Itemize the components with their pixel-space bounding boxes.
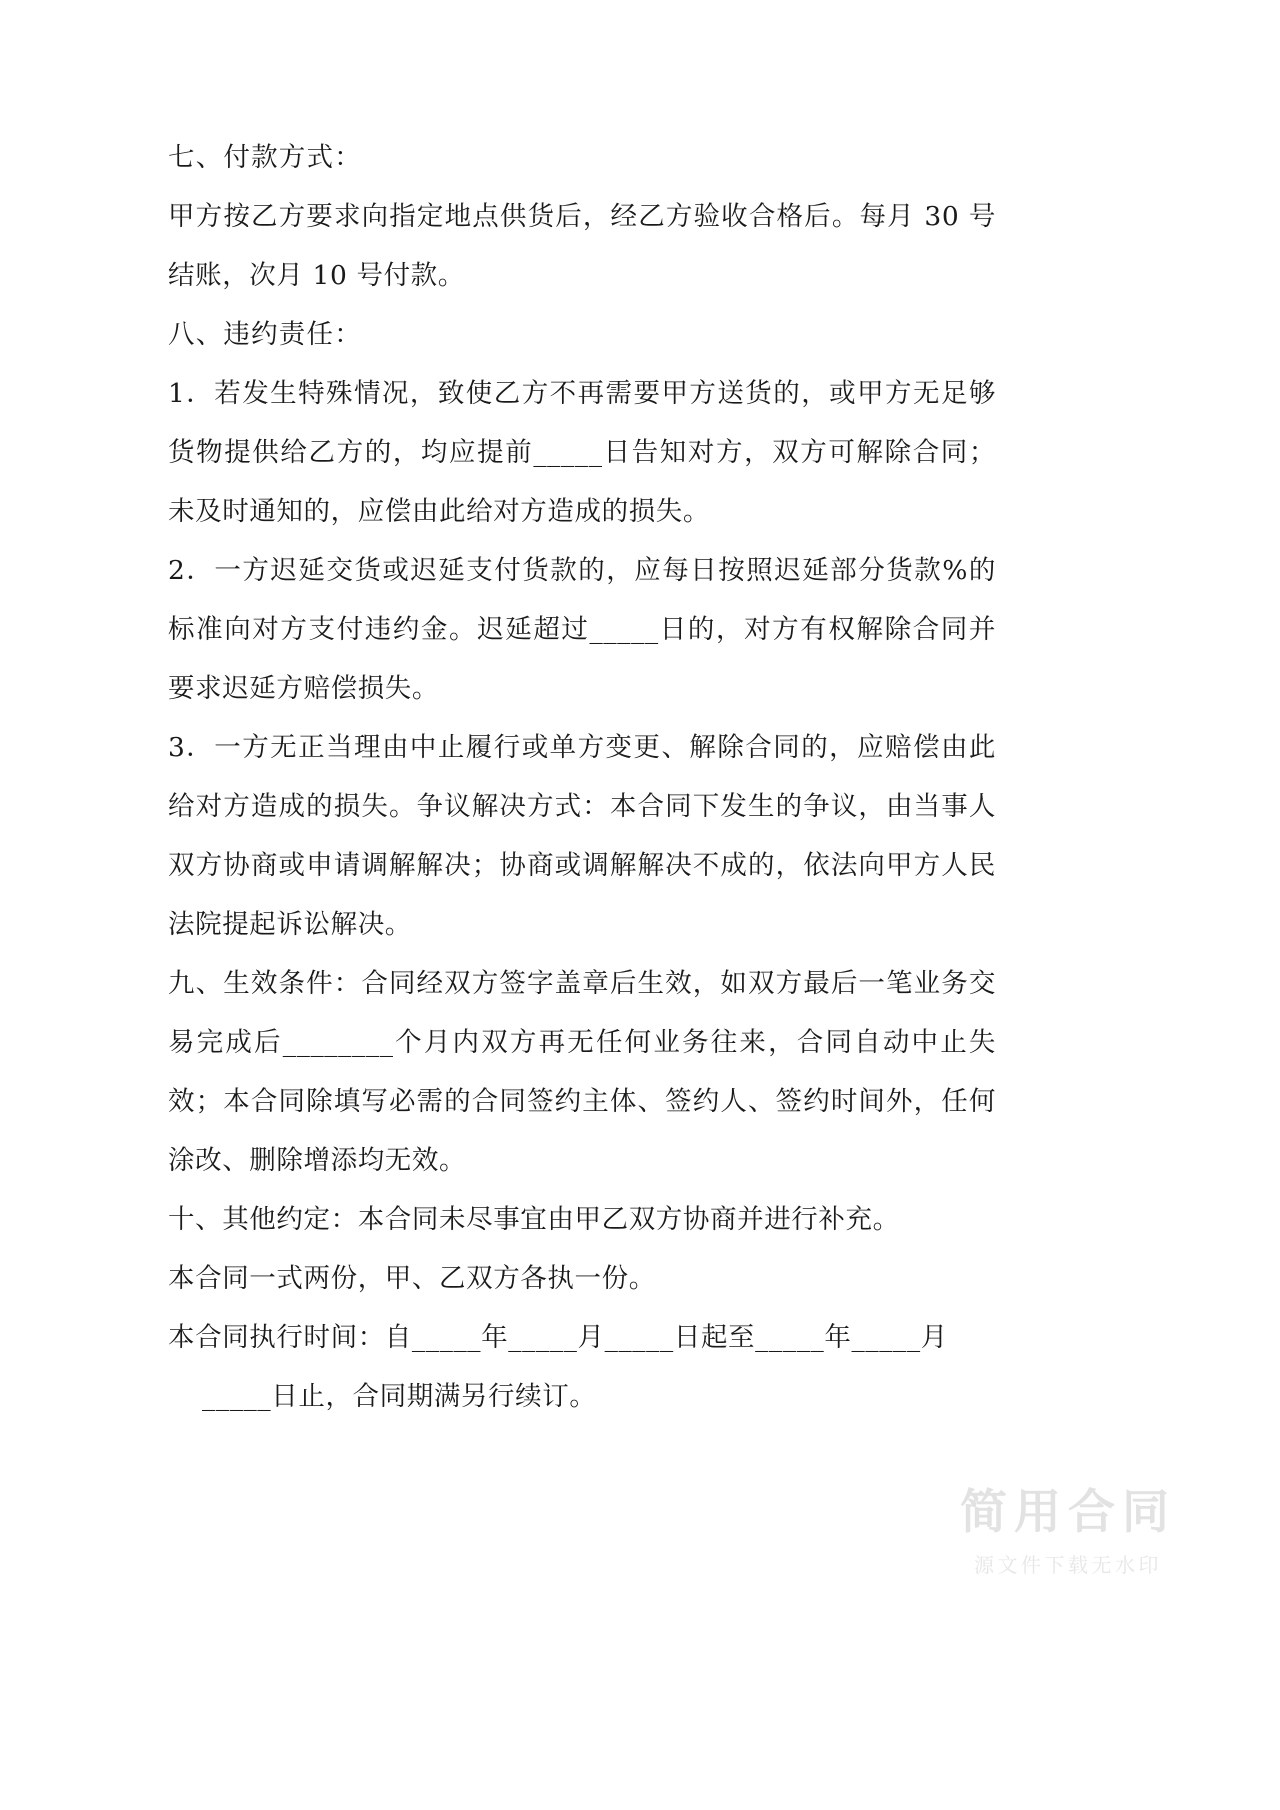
section-heading-eight: 八、违约责任： (168, 319, 362, 350)
watermark-tagline: 源文件下载无水印 (974, 1553, 1162, 1577)
watermark (960, 1484, 1176, 1578)
contract-term-line: 本合同执行时间：自_____年_____月_____日起至_____年_____月 (168, 1322, 948, 1353)
watermark-brand: 简用合同 (960, 1484, 1176, 1540)
document-body (168, 128, 996, 1426)
section-ten: 十、其他约定：本合同未尽事宜由甲乙双方协商并进行补充。 (168, 1204, 900, 1235)
section-heading-seven: 七、付款方式： (168, 142, 362, 173)
section-eight-clause-2: 2．一方迟延交货或迟延支付货款的，应每日按照迟延部分货款%的标准向对方支付违约金。迟延超过_____日的，对方有权解除合同并要求迟延方赔偿损失。 (168, 555, 996, 704)
contract-term-line-continued: _____日止，合同期满另行续订。 (202, 1381, 597, 1412)
section-seven-body: 甲方按乙方要求向指定地点供货后，经乙方验收合格后。每月 30 号结账，次月 10 号付款。 (168, 201, 996, 291)
section-eight-clause-1: 1．若发生特殊情况，致使乙方不再需要甲方送货的，或甲方无足够货物提供给乙方的，均应提前_____日告知对方，双方可解除合同；未及时通知的，应偿由此给对方造成的损失。 (168, 378, 996, 527)
contract-copies-statement: 本合同一式两份，甲、乙双方各执一份。 (168, 1263, 656, 1294)
section-eight-clause-3: 3．一方无正当理由中止履行或单方变更、解除合同的，应赔偿由此给对方造成的损失。争议解决方式：本合同下发生的争议，由当事人双方协商或申请调解解决；协商或调解解决不成的，依法向甲方人民法院提起诉讼解决。 (168, 732, 996, 940)
section-nine: 九、生效条件：合同经双方签字盖章后生效，如双方最后一笔业务交易完成后________个月内双方再无任何业务往来，合同自动中止失效；本合同除填写必需的合同签约主体、签约人、签约时间外，任何涂改、删除增添均无效。 (168, 968, 996, 1176)
